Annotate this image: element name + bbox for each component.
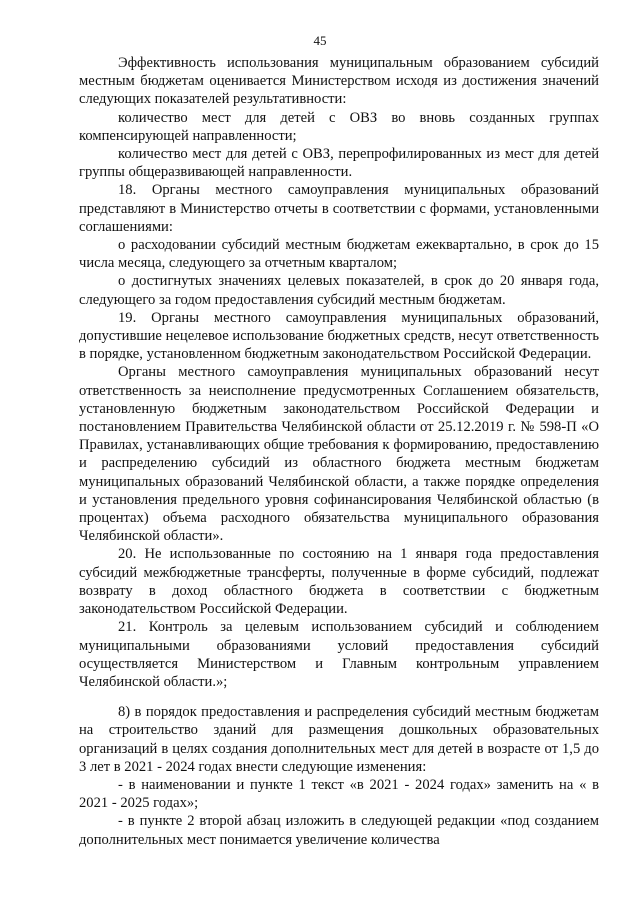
paragraph: 21. Контроль за целевым использованием субсидий и соблюдением муниципальными образованиями условий предоставления субсидий осуществляется Министерством и Главным контрольным управлением Челябинской области.»;	[79, 619, 599, 690]
document-body	[79, 54, 599, 849]
paragraph: количество мест для детей с ОВЗ во вновь созданных группах компенсирующей направленности;	[79, 109, 599, 144]
paragraph: 20. Не использованные по состоянию на 1 января года предоставления субсидий межбюджетные трансферты, полученные в форме субсидий, подлежат возврату в доход областного бюджета в соответствии с бюджетным законодательством Российской Федерации.	[79, 546, 599, 618]
paragraph: 8) в порядок предоставления и распределения субсидий местным бюджетам на строительство зданий для размещения дошкольных образовательных организаций в целях создания дополнительных мест для детей в возрасте от 1,5 до 3 лет в 2021 - 2024 годах внести следующие изменения:	[79, 704, 599, 775]
paragraph: - в пункте 2 второй абзац изложить в следующей редакции «под созданием дополнительных мест понимается увеличение количества	[79, 813, 599, 848]
paragraph: о расходовании субсидий местным бюджетам ежеквартально, в срок до 15 числа месяца, следующего за отчетным кварталом;	[79, 237, 599, 272]
paragraph: количество мест для детей с ОВЗ, перепрофилированных из мест для детей группы общеразвивающей направленности.	[79, 146, 599, 181]
paragraph: - в наименовании и пункте 1 текст «в 2021 - 2024 годах» заменить на « в 2021 - 2025 годах»;	[79, 776, 599, 812]
page-number: 45	[313, 33, 327, 48]
paragraph: Эффективность использования муниципальным образованием субсидий местным бюджетам оценивается Министерством исходя из достижения значений следующих показателей результативности:	[79, 55, 599, 108]
paragraph: Органы местного самоуправления муниципальных образований несут ответственность за неисполнение предусмотренных Соглашением обязательств, установленную бюджетным законодательством Российской Федерации и постановлением Правительства Челябинской области от 25.12.2019 г. № 598-П «О Правилах, устанавливающих общие требования к формированию, предоставлению и распределению субсидий из областного бюджета местным бюджетам муниципальных образований Челябинской области, а также порядке определения и установления предельного уровня софинансирования Челябинской областью (в процентах) объема расходного обязательства муниципального образования Челябинской области».	[79, 364, 599, 545]
paragraph: 18. Органы местного самоуправления муниципальных образований представляют в Министерство отчеты в соответствии с формами, установленными соглашениями:	[79, 182, 599, 235]
paragraph: о достигнутых значениях целевых показателей, в срок до 20 января года, следующего за годом предоставления субсидий местным бюджетам.	[79, 273, 599, 308]
paragraph: 19. Органы местного самоуправления муниципальных образований, допустившие нецелевое использование бюджетных средств, несут ответственность в порядке, установленном бюджетным законодательством Российской Федерации.	[79, 309, 599, 363]
